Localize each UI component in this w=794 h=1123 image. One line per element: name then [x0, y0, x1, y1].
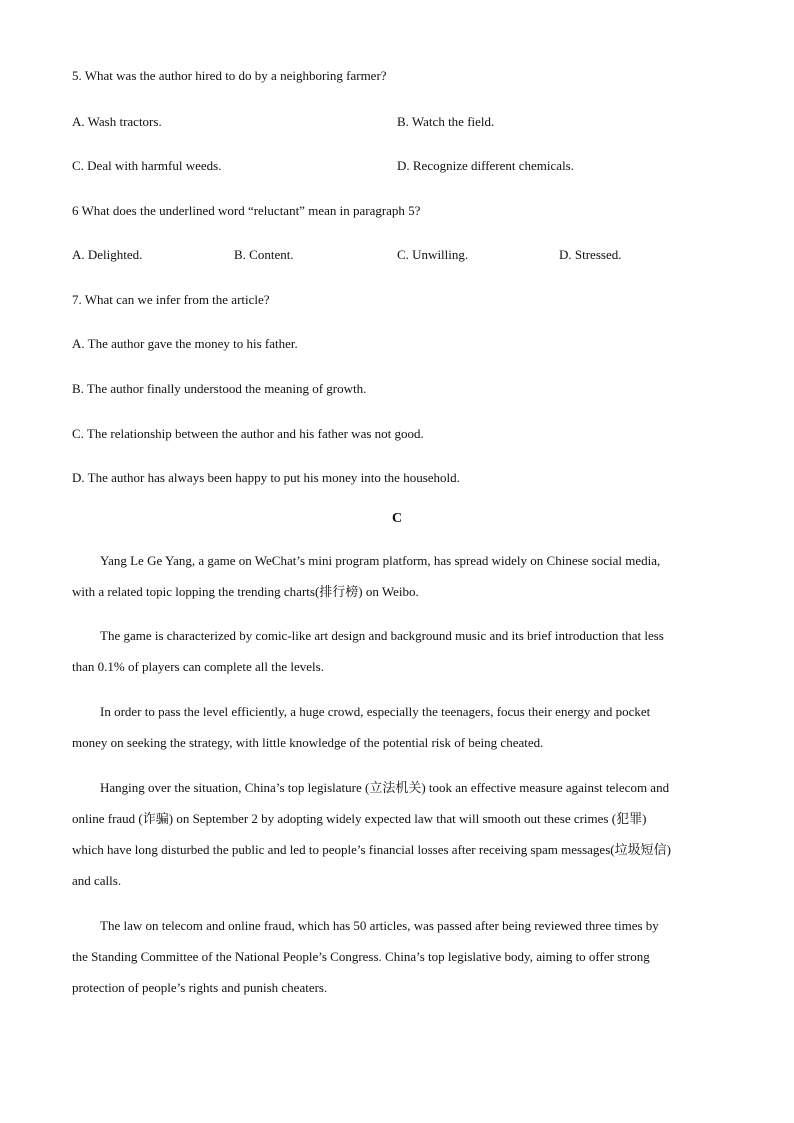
- section-heading: C: [391, 511, 403, 526]
- question-7: 7. What can we infer from the article?: [72, 292, 270, 307]
- paragraph-3-line-1: In order to pass the level efficiently, a huge crowd, especially the teenagers, focus their energy and pocket: [100, 704, 651, 719]
- q5-option-d: D. Recognize different chemicals.: [397, 158, 574, 173]
- q7-option-c: C. The relationship between the author and his father was not good.: [72, 426, 424, 441]
- paragraph-1-line-2: with a related topic lopping the trending charts(排行榜) on Weibo.: [72, 584, 419, 599]
- passage-paragraph-1: [72, 545, 724, 607]
- q7-option-b: B. The author finally understood the meaning of growth.: [72, 381, 367, 396]
- paragraph-4-line-3: which have long disturbed the public and led to people’s financial losses after receiving spam messages(垃圾短信): [72, 842, 671, 857]
- q6-option-b: B. Content.: [234, 247, 294, 262]
- q7-option-a: A. The author gave the money to his father.: [72, 336, 298, 351]
- question-5: 5. What was the author hired to do by a neighboring farmer?: [72, 68, 387, 83]
- passage-paragraph-2: [72, 620, 724, 682]
- paragraph-4-line-1: Hanging over the situation, China’s top legislature (立法机关) took an effective measure against telecom and: [100, 780, 670, 795]
- paragraph-5-line-3: protection of people’s rights and punish cheaters.: [72, 980, 328, 995]
- paragraph-5-line-1: The law on telecom and online fraud, which has 50 articles, was passed after being reviewed three times by: [100, 918, 659, 933]
- paragraph-3-line-2: money on seeking the strategy, with little knowledge of the potential risk of being cheated.: [72, 735, 544, 750]
- paragraph-4-line-2: online fraud (诈骗) on September 2 by adopting widely expected law that will smooth out these crimes (犯罪): [72, 811, 647, 826]
- paragraph-1-line-1: Yang Le Ge Yang, a game on WeChat’s mini program platform, has spread widely on Chinese social media,: [100, 553, 661, 568]
- passage-paragraph-4: [72, 772, 724, 896]
- q7-option-d: D. The author has always been happy to put his money into the household.: [72, 470, 460, 485]
- passage-paragraph-3: [72, 696, 724, 758]
- q6-option-c: C. Unwilling.: [397, 247, 469, 262]
- paragraph-4-line-4: and calls.: [72, 873, 122, 888]
- q6-option-d: D. Stressed.: [559, 247, 622, 262]
- paragraph-2-line-1: The game is characterized by comic-like art design and background music and its brief introduction that less: [100, 628, 664, 643]
- q5-option-a: A. Wash tractors.: [72, 114, 162, 129]
- passage-paragraph-5: [72, 910, 724, 1003]
- q5-option-b: B. Watch the field.: [397, 114, 495, 129]
- q5-option-c: C. Deal with harmful weeds.: [72, 158, 222, 173]
- question-6: 6 What does the underlined word “reluctant” mean in paragraph 5?: [72, 203, 421, 218]
- q6-option-a: A. Delighted.: [72, 247, 143, 262]
- paragraph-5-line-2: the Standing Committee of the National People’s Congress. China’s top legislative body, aiming to offer strong: [72, 949, 650, 964]
- paragraph-2-line-2: than 0.1% of players can complete all the levels.: [72, 659, 324, 674]
